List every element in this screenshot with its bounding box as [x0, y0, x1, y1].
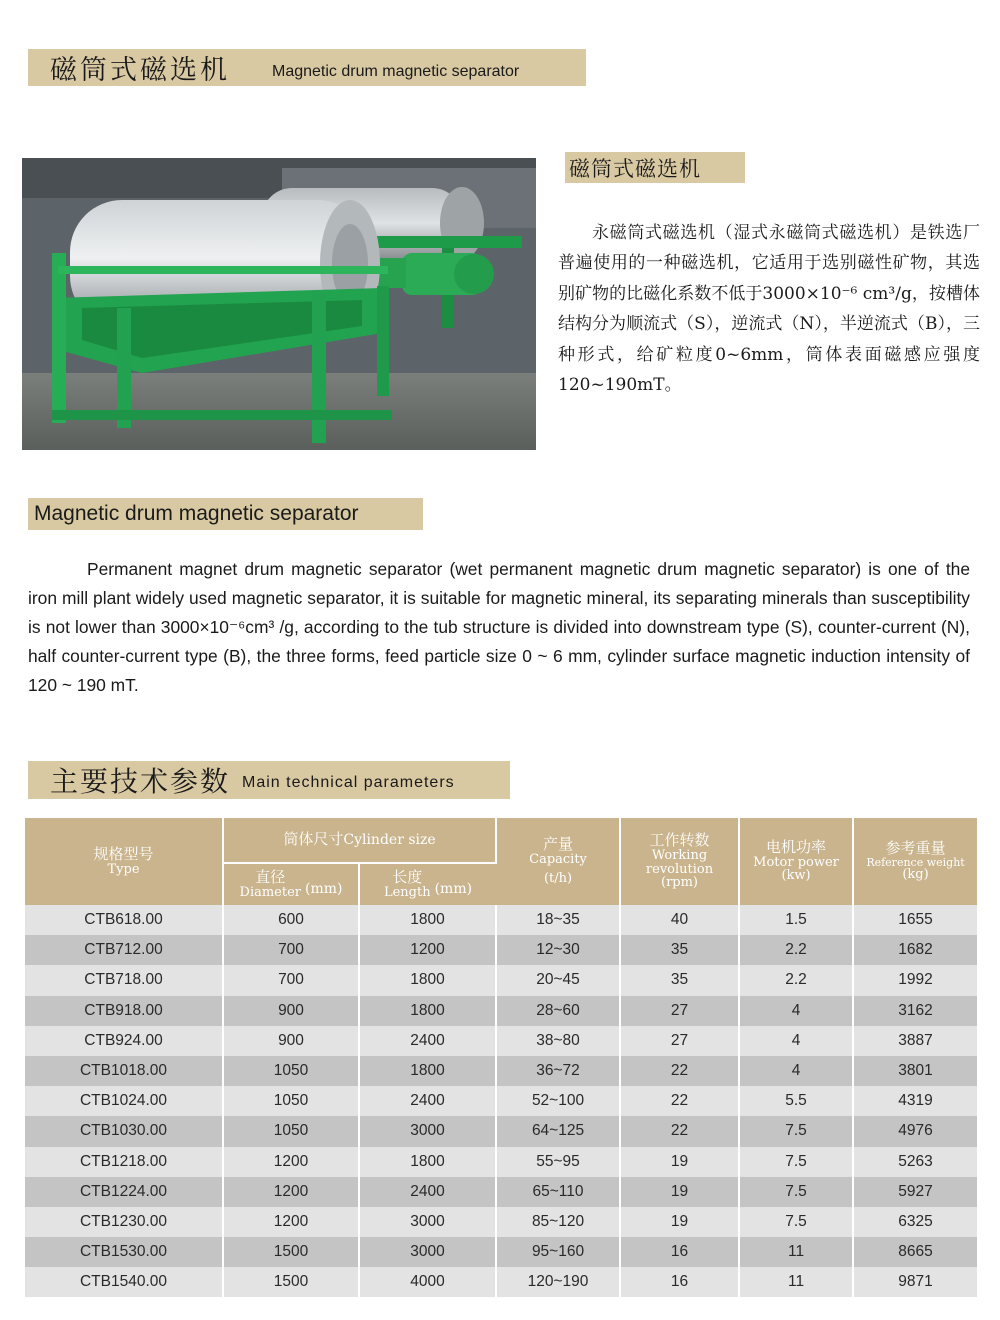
header-cylinder-size: 筒体尺寸Cylinder size: [223, 818, 496, 863]
english-section-title: Magnetic drum magnetic separator: [34, 502, 359, 525]
cell-diameter: 1500: [223, 1267, 359, 1297]
cell-motor-power: 7.5: [739, 1147, 853, 1177]
table-row: [25, 1116, 977, 1146]
table-row: [25, 1237, 977, 1267]
cell-diameter: 1200: [223, 1147, 359, 1177]
cell-weight: 3162: [853, 996, 977, 1026]
cell-type: CTB1218.00: [25, 1147, 223, 1177]
table-row: [25, 935, 977, 965]
cell-length: 2400: [359, 1086, 496, 1116]
header-reference-weight: 参考重量 Reference weight (kg): [853, 818, 977, 905]
header-type: 规格型号 Type: [25, 818, 223, 905]
cell-capacity: 38~80: [496, 1026, 620, 1056]
cell-capacity: 28~60: [496, 996, 620, 1026]
cell-capacity: 120~190: [496, 1267, 620, 1297]
cell-diameter: 1200: [223, 1207, 359, 1237]
cell-type: CTB1030.00: [25, 1116, 223, 1146]
header-diameter: 直径 Diameter (mm): [223, 863, 359, 905]
cell-type: CTB1540.00: [25, 1267, 223, 1297]
cell-weight: 3801: [853, 1056, 977, 1086]
cell-capacity: 12~30: [496, 935, 620, 965]
chinese-description-text: 永磁筒式磁选机（湿式永磁筒式磁选机）是铁选厂普遍使用的一种磁选机，它适用于选别磁性矿物，其选别矿物的比磁化系数不低于3000×10⁻⁶ cm³/g，按槽体结构分为顺流式（S），逆流式（N），半逆流式（B），三种形式，给矿粒度0~6mm，筒体表面磁感应强度120~190mT。: [558, 223, 980, 396]
cell-capacity: 52~100: [496, 1086, 620, 1116]
cell-length: 1800: [359, 1056, 496, 1086]
cell-capacity: 85~120: [496, 1207, 620, 1237]
table-row: [25, 965, 977, 995]
cell-revolution: 27: [620, 996, 739, 1026]
params-title-en: Main technical parameters: [242, 774, 455, 791]
cell-weight: 1992: [853, 965, 977, 995]
cell-motor-power: 7.5: [739, 1116, 853, 1146]
cell-motor-power: 4: [739, 1056, 853, 1086]
cell-diameter: 900: [223, 1026, 359, 1056]
cell-length: 3000: [359, 1237, 496, 1267]
cell-length: 3000: [359, 1116, 496, 1146]
chinese-description: [558, 218, 980, 400]
cell-weight: 1655: [853, 905, 977, 935]
product-title-cn: 磁筒式磁选机: [569, 156, 701, 181]
table-row: [25, 1147, 977, 1177]
cell-diameter: 1200: [223, 1177, 359, 1207]
cell-diameter: 600: [223, 905, 359, 935]
cell-type: CTB1024.00: [25, 1086, 223, 1116]
cell-capacity: 55~95: [496, 1147, 620, 1177]
english-title-banner: [28, 498, 423, 530]
cell-capacity: 18~35: [496, 905, 620, 935]
cell-capacity: 20~45: [496, 965, 620, 995]
table-header-row: [25, 818, 977, 863]
cell-weight: 6325: [853, 1207, 977, 1237]
cell-type: CTB924.00: [25, 1026, 223, 1056]
cell-diameter: 700: [223, 965, 359, 995]
cell-weight: 1682: [853, 935, 977, 965]
cell-length: 2400: [359, 1026, 496, 1056]
table-row: [25, 905, 977, 935]
separator-machine-image: [22, 158, 536, 450]
cell-motor-power: 7.5: [739, 1177, 853, 1207]
cell-weight: 4976: [853, 1116, 977, 1146]
technical-parameters-table: [25, 818, 977, 1297]
table-row: [25, 1267, 977, 1297]
cell-weight: 5263: [853, 1147, 977, 1177]
cell-capacity: 36~72: [496, 1056, 620, 1086]
cell-revolution: 19: [620, 1177, 739, 1207]
cell-length: 2400: [359, 1177, 496, 1207]
table-row: [25, 996, 977, 1026]
cell-weight: 8665: [853, 1237, 977, 1267]
cell-length: 1800: [359, 1147, 496, 1177]
cell-type: CTB918.00: [25, 996, 223, 1026]
table-row: [25, 1177, 977, 1207]
cell-motor-power: 2.2: [739, 965, 853, 995]
cell-revolution: 35: [620, 965, 739, 995]
cell-diameter: 1500: [223, 1237, 359, 1267]
table-row: [25, 1026, 977, 1056]
cell-type: CTB1018.00: [25, 1056, 223, 1086]
cell-capacity: 95~160: [496, 1237, 620, 1267]
cell-diameter: 1050: [223, 1086, 359, 1116]
cell-motor-power: 4: [739, 996, 853, 1026]
cell-type: CTB1230.00: [25, 1207, 223, 1237]
cell-revolution: 19: [620, 1147, 739, 1177]
params-title-banner: [28, 761, 510, 799]
header-capacity: 产量 Capacity (t/h): [496, 818, 620, 905]
cell-motor-power: 5.5: [739, 1086, 853, 1116]
cell-revolution: 19: [620, 1207, 739, 1237]
product-photo: [22, 158, 536, 450]
cell-diameter: 700: [223, 935, 359, 965]
cell-capacity: 65~110: [496, 1177, 620, 1207]
cell-revolution: 22: [620, 1056, 739, 1086]
cell-length: 3000: [359, 1207, 496, 1237]
cell-motor-power: 11: [739, 1267, 853, 1297]
header-motor-power: 电机功率 Motor power (kw): [739, 818, 853, 905]
cell-capacity: 64~125: [496, 1116, 620, 1146]
cell-motor-power: 2.2: [739, 935, 853, 965]
cell-weight: 9871: [853, 1267, 977, 1297]
english-description-text: Permanent magnet drum magnetic separator (wet permanent magnetic drum magnetic separator) is one of the iron mill plant widely used magnetic separator, it is suitable for magnetic mineral, its separating minerals than susceptibility is not lower than 3000×10⁻⁶cm³ /g, according to the tub structure is divided into downstream type (S), counter-current (N), half counter-current type (B), the three forms, feed particle size 0 ~ 6 mm, cylinder surface magnetic induction intensity of 120 ~ 190 mT.: [28, 559, 970, 695]
cell-revolution: 22: [620, 1116, 739, 1146]
cell-length: 1800: [359, 996, 496, 1026]
cell-type: CTB1224.00: [25, 1177, 223, 1207]
cell-type: CTB718.00: [25, 965, 223, 995]
cell-diameter: 1050: [223, 1056, 359, 1086]
cell-revolution: 40: [620, 905, 739, 935]
cell-weight: 4319: [853, 1086, 977, 1116]
page-title-cn: 磁筒式磁选机: [50, 55, 230, 86]
header-working-revolution: 工作转数 Working revolution (rpm): [620, 818, 739, 905]
cell-revolution: 16: [620, 1237, 739, 1267]
cell-motor-power: 4: [739, 1026, 853, 1056]
cell-revolution: 22: [620, 1086, 739, 1116]
cell-weight: 3887: [853, 1026, 977, 1056]
cell-type: CTB618.00: [25, 905, 223, 935]
page-title-en: Magnetic drum magnetic separator: [272, 62, 520, 80]
cell-length: 1800: [359, 965, 496, 995]
table-row: [25, 1207, 977, 1237]
product-title-banner: [565, 152, 745, 183]
table-row: [25, 1086, 977, 1116]
cell-type: CTB1530.00: [25, 1237, 223, 1267]
english-description: [28, 555, 970, 700]
params-title-cn: 主要技术参数: [50, 765, 231, 798]
cell-diameter: 1050: [223, 1116, 359, 1146]
cell-revolution: 16: [620, 1267, 739, 1297]
table-row: [25, 1056, 977, 1086]
cell-motor-power: 11: [739, 1237, 853, 1267]
cell-diameter: 900: [223, 996, 359, 1026]
cell-type: CTB712.00: [25, 935, 223, 965]
cell-motor-power: 7.5: [739, 1207, 853, 1237]
cell-motor-power: 1.5: [739, 905, 853, 935]
header-length: 长度 Length (mm): [359, 863, 496, 905]
cell-revolution: 27: [620, 1026, 739, 1056]
cell-weight: 5927: [853, 1177, 977, 1207]
cell-length: 1800: [359, 905, 496, 935]
cell-length: 1200: [359, 935, 496, 965]
cell-length: 4000: [359, 1267, 496, 1297]
page-title-banner: [28, 49, 586, 86]
cell-revolution: 35: [620, 935, 739, 965]
